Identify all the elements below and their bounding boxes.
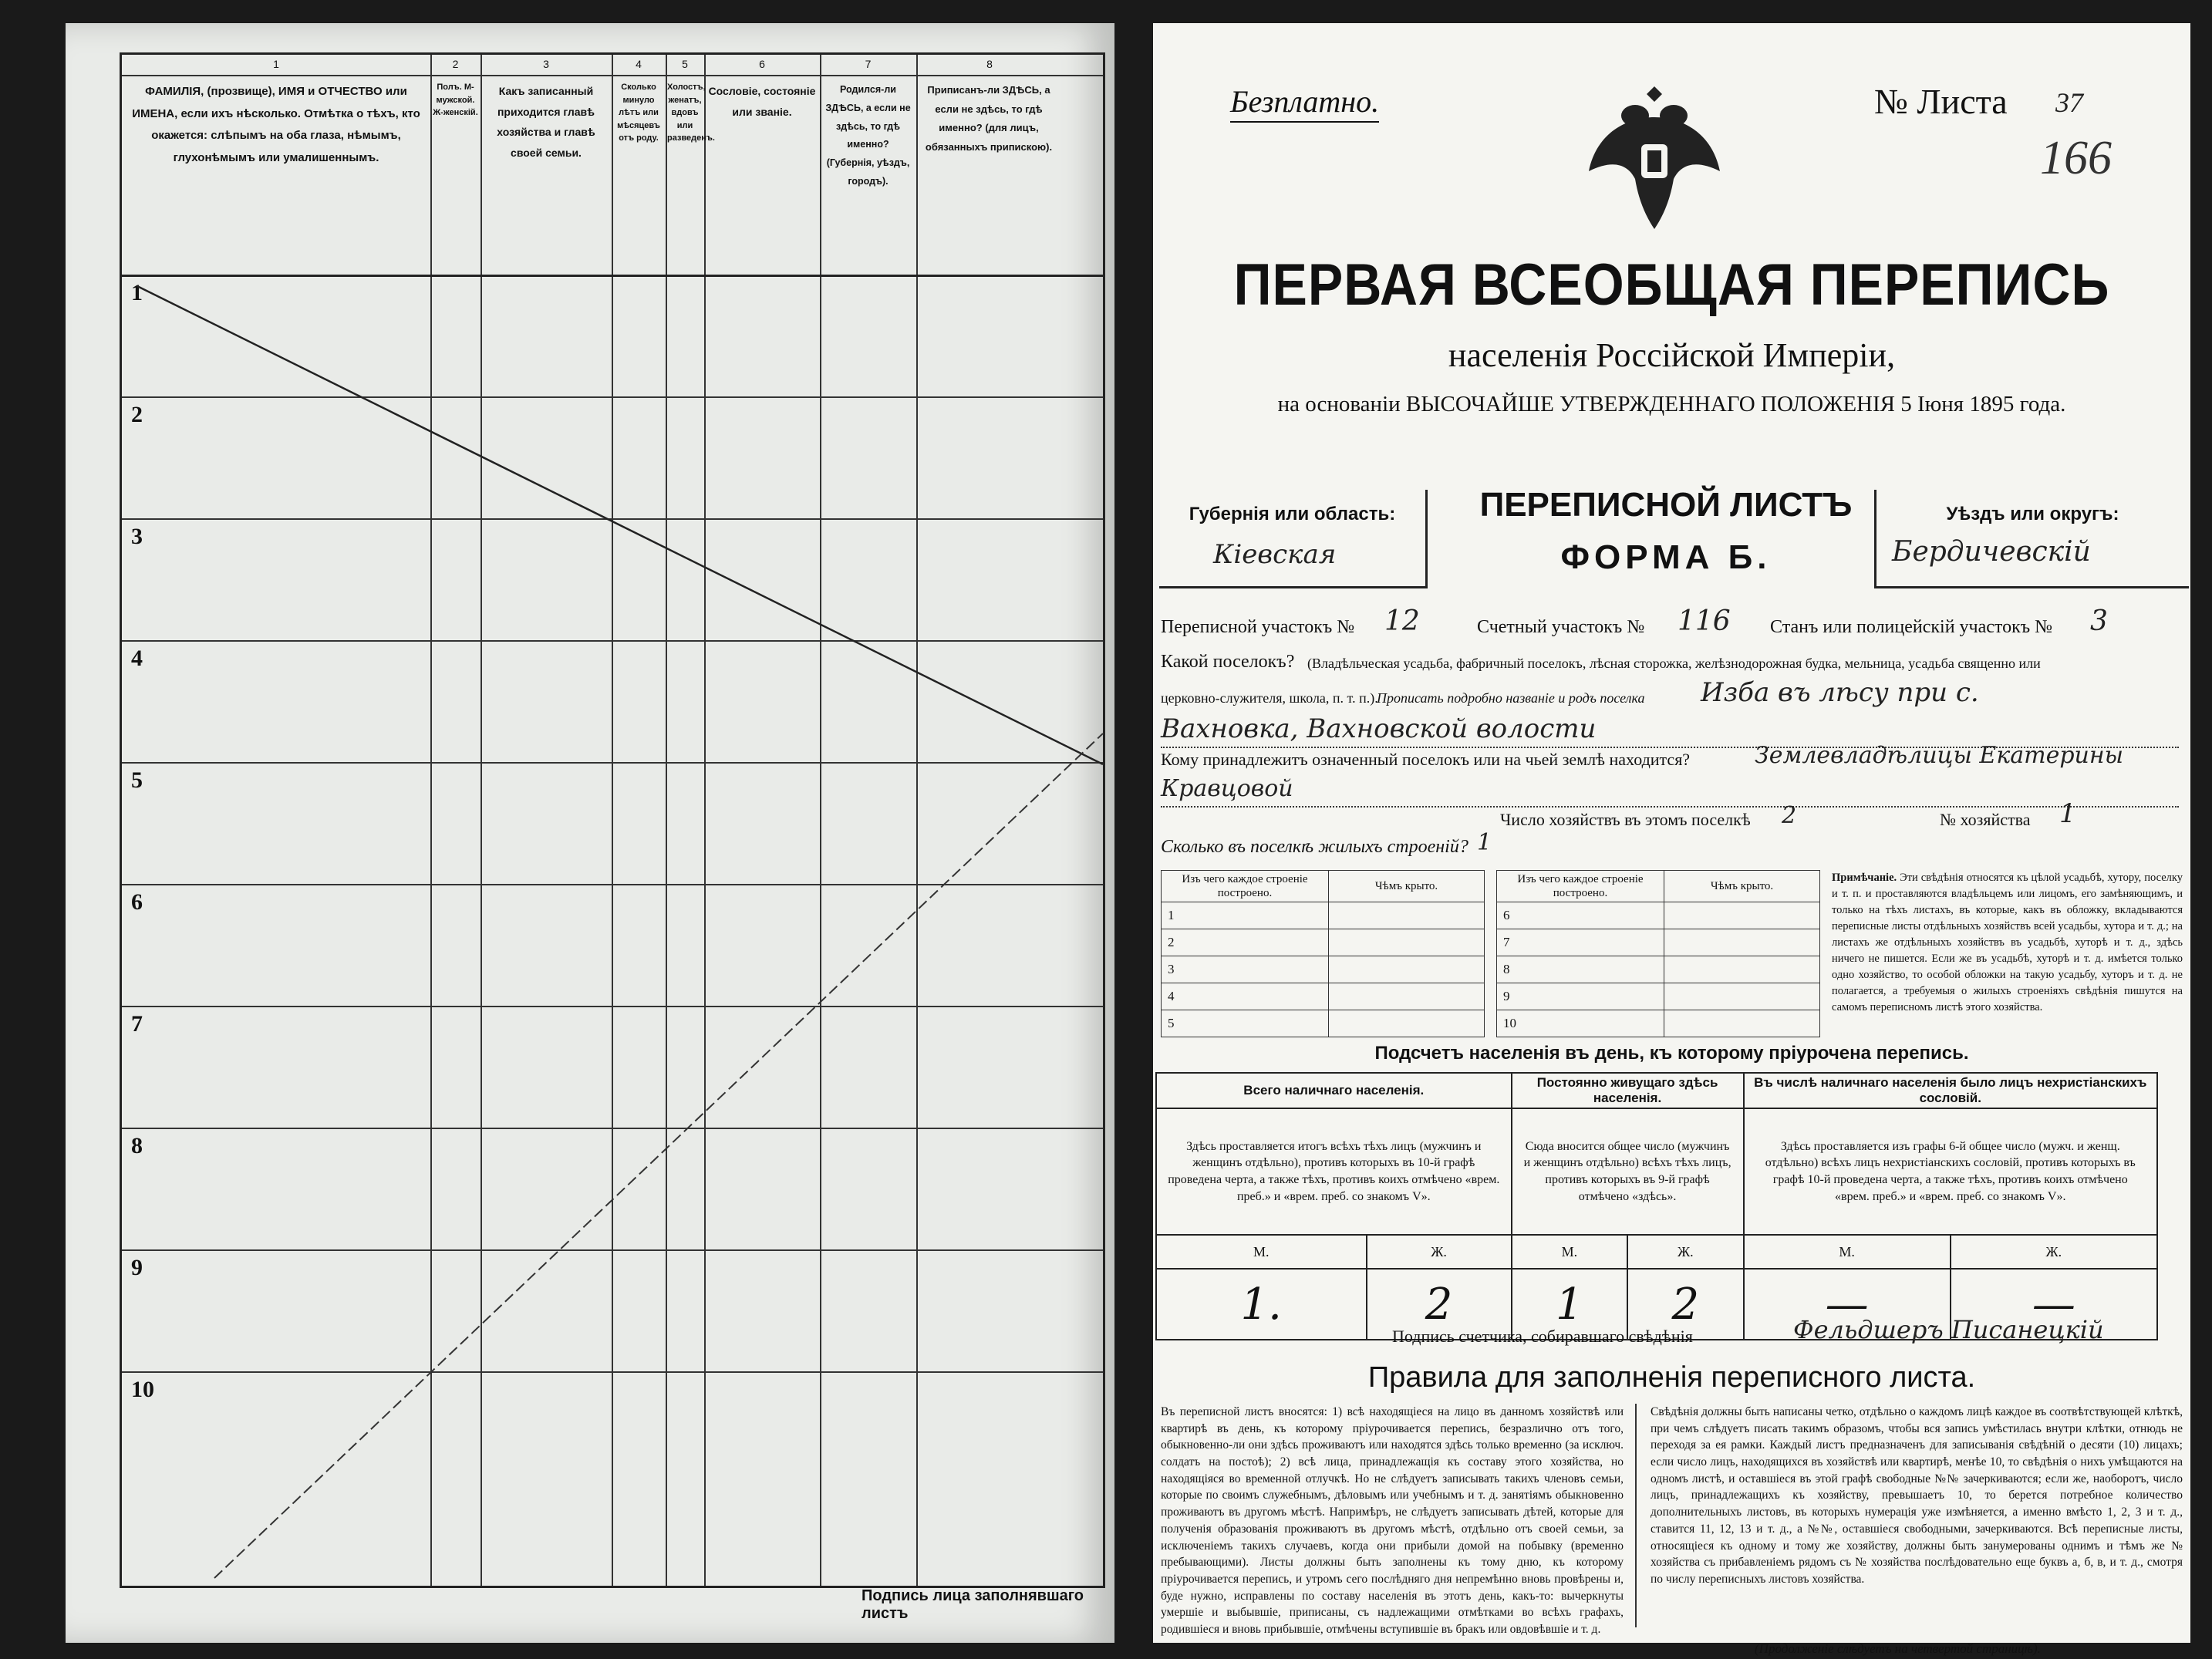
row-number: 9 — [131, 1255, 143, 1280]
column-header-name: ФАМИЛІЯ, (прозвище), ИМЯ и ОТЧЕСТВО или ИМЕНА, если ихъ нѣсколько. Отмѣтка о тѣхъ, кто окажется: слѣпымъ на оба глаза, нѣмымъ, глухонѣмымъ или умалишеннымъ. — [132, 85, 420, 164]
census-district-value: 12 — [1384, 605, 1420, 637]
row-number: 1 — [131, 280, 143, 305]
sex-label: Ж. — [1951, 1235, 2157, 1269]
rules-left-column: Въ переписной листъ вносятся: 1) всѣ находящіеся на лицо въ данномъ хозяйствѣ или квартирѣ въ день, къ которому пріурочивается перепись, безразлично отъ того, обыкновенно-ли они здѣсь проживаютъ или находятся здѣсь только временно (за исключ. солдатъ на постоѣ); 2) всѣ лица, принадлежащія къ составу этого хозяйства, но находящіяся во временной отлучкѣ. Но не слѣдуетъ записывать такихъ членовъ семьи, которые по своимъ служебнымъ, дѣловымъ или учебнымъ и т. д. занятіямъ обыкновенно проживаютъ въ другомъ мѣстѣ. Напримѣръ, не слѣдуетъ записывать дѣтей, которые для полученія образованія проживаютъ въ другомъ мѣстѣ, отдѣльно отъ своей семьи, за исключеніемъ такихъ случаевъ, когда они прибыли домой на побывку (временно пребывающими). Листы должны быть заполнены къ тому дню, къ которому пріурочивается перепись, и утромъ сего послѣдняго дня непремѣнно вновь провѣрены и, буде нужно, исправлены по составу населенія въ этотъ день, какъ-то: вычеркнуты умершіе и выбывшіе, приписаны, съ надлежащими отмѣтками во всѣхъ графахъ, родившіеся и вновь прибывшіе, отмѣчены вступившіе въ бракъ или овдовѣвшіе и т. д. — [1161, 1405, 1624, 1636]
buildings-row-number: 5 — [1162, 1010, 1329, 1037]
uezd-value: Бердичевскій — [1892, 536, 2091, 568]
count-value: 1 — [1512, 1269, 1627, 1340]
stan-label: Станъ или полицейскій участокъ № — [1770, 617, 2053, 637]
column-number-3: 3 — [543, 58, 549, 70]
settlement-hint-1: (Владѣльческая усадьба, фабричный поселокъ, лѣсная сторожка, желѣзнодорожная будка, мельница, усадьба священно или — [1307, 656, 2041, 671]
owner-value-1: Землевладѣлицы Екатерины — [1755, 742, 2124, 769]
counting-district-label: Счетный участокъ № — [1477, 617, 1645, 637]
main-title: ПЕРВАЯ ВСЕОБЩАЯ ПЕРЕПИСЬ — [1233, 251, 2110, 318]
population-count-table — [1155, 1072, 2158, 1340]
guberniya-value: Кіевская — [1213, 539, 1337, 570]
buildings-row-number: 3 — [1162, 956, 1329, 983]
column-number-7: 7 — [865, 58, 872, 70]
free-label: Безплатно. — [1230, 84, 1380, 119]
note-title: Примѣчаніе. — [1832, 872, 1897, 884]
note — [1832, 870, 2183, 1016]
settlement-hint-3: Прописать подробно названіе и родъ поселка — [1377, 690, 1645, 706]
count-header-permanent: Постоянно живущаго здѣсь населенія. — [1512, 1073, 1744, 1108]
settlement-label: Какой поселокъ? — [1161, 652, 1295, 672]
stan-value: 3 — [2090, 605, 2108, 637]
count-title: Подсчетъ населенія въ день, къ которому пріурочена перепись. — [1374, 1043, 1969, 1064]
buildings-header-roof: Чѣмъ крыто. — [1664, 871, 1820, 902]
buildings-row-number: 8 — [1497, 956, 1664, 983]
form-title: ПЕРЕПИСНОЙ ЛИСТЪ — [1479, 486, 1853, 524]
settlement-value-2: Вахновка, Вахновской волости — [1161, 713, 1597, 744]
row-number: 5 — [131, 767, 143, 793]
left-signature-label: Подпись лица заполнявшаго листъ — [862, 1587, 1084, 1622]
column-number-8: 8 — [986, 58, 993, 70]
count-description: Здѣсь проставляется изъ графы 6-й общее число (мужч. и женщ. отдѣльно) всѣхъ лицъ нехристіанскихъ сословій, противъ которыхъ въ графѣ 10-й проведена черта, а также тѣхъ, противъ коихъ отмѣчено «врем. преб.» и «врем. преб. со знакомъ V». — [1744, 1108, 2157, 1235]
count-header-present: Всего наличнаго населенія. — [1156, 1073, 1512, 1108]
buildings-row-number: 2 — [1162, 929, 1329, 956]
column-header-registration: Приписанъ-ли ЗДѢСЬ, а если не здѣсь, то гдѣ именно? (для лицъ, обязанныхъ припискою). — [925, 84, 1053, 153]
count-header-nonchristian: Въ числѣ наличнаго населенія было лицъ нехристіанскихъ сословій. — [1744, 1073, 2157, 1108]
households-label: Число хозяйствъ въ этомъ поселкѣ — [1500, 810, 1751, 829]
dwellings-value: 1 — [1477, 829, 1492, 856]
owner-value-2: Кравцовой — [1161, 775, 1293, 802]
column-header-birthplace: Родился-ли ЗДѢСЬ, а если не здѣсь, то гдѣ именно? (Губернія, уѣздъ, городъ). — [825, 84, 911, 187]
owner-label: Кому принадлежитъ означенный поселокъ или на чьей землѣ находится? — [1161, 750, 1691, 769]
count-description: Здѣсь проставляется итогъ всѣхъ тѣхъ лицъ (мужчинъ и женщинъ отдѣльно), противъ которыхъ въ 10-й графѣ проведена черта, а также тѣхъ, противъ коихъ отмѣчено «врем. преб.» и «врем. преб. со знакомъ V». — [1156, 1108, 1512, 1235]
sheet-number-label: № Листа — [1874, 82, 2008, 121]
buildings-row-number: 9 — [1497, 983, 1664, 1010]
count-value: — — [1744, 1269, 1951, 1340]
buildings-row-number: 4 — [1162, 983, 1329, 1010]
double-headed-eagle-icon — [1581, 71, 1728, 241]
buildings-row-number: 10 — [1497, 1010, 1664, 1037]
sheet-number-extra: 166 — [2040, 132, 2112, 184]
census-district-label: Переписной участокъ № — [1161, 617, 1355, 637]
guberniya-box — [1159, 490, 1428, 588]
signer-value: Фельдшеръ Писанецкій — [1793, 1315, 2104, 1344]
column-header-relation: Какъ записанный приходится главѣ хозяйства и главѣ своей семьи. — [497, 85, 595, 159]
guberniya-label: Губернія или область: — [1189, 504, 1396, 524]
column-header-marital: Холостъ, женатъ, вдовъ или разведенъ. — [667, 83, 715, 143]
settlement-value-1: Изба въ лѣсу при с. — [1701, 677, 1979, 708]
row-number: 4 — [131, 646, 143, 671]
basis-line: на основаніи ВЫСОЧАЙШЕ УТВЕРЖДЕННАГО ПОЛОЖЕНІЯ 5 Іюня 1895 года. — [1277, 392, 2066, 416]
uezd-box — [1874, 490, 2189, 588]
counting-district-value: 116 — [1678, 605, 1731, 637]
subtitle: населенія Россійской Имперіи, — [1448, 336, 1896, 374]
signer-label: Подпись счетчика, собиравшаго свѣдѣнія — [1392, 1327, 1693, 1346]
right-page — [1153, 23, 2190, 1656]
column-header-age: Сколько минуло лѣтъ или мѣсяцевъ отъ роду. — [617, 83, 660, 143]
count-value: 2 — [1627, 1269, 1743, 1340]
buildings-table-right — [1496, 870, 1820, 1037]
column-number-1: 1 — [273, 58, 279, 70]
sex-label: М. — [1156, 1235, 1367, 1269]
column-number-5: 5 — [682, 58, 688, 70]
sex-label: М. — [1744, 1235, 1951, 1269]
sex-label: Ж. — [1627, 1235, 1743, 1269]
note-text: Эти свѣдѣнія относятся къ цѣлой усадьбѣ, хутору, поселку и т. п. и проставляются владѣльцемъ или лицомъ, его замѣняющимъ, и только на тѣхъ листахъ, въ которые, какъ въ обложку, вкладываются переписные листы отдѣльныхъ хозяйствъ всей усадьбы, хутора и т. д.; на листахъ же отдѣльныхъ хозяйствъ въ усадьбѣ, хуторѣ и т. д., здѣсь ничего не пишется. Если же въ усадьбѣ, хуторѣ и т. д. имѣется только одно хозяйство, то особой обложки на такую усадьбу, хуторъ и т. д. не полагается, а требуемыя о жилыхъ строеніяхъ свѣдѣнія пишутся на самомъ переписномъ листѣ этого хозяйства. — [1832, 872, 2183, 1014]
row-number: 8 — [131, 1133, 143, 1158]
column-header-estate: Сословіе, состояніе или званіе. — [708, 85, 816, 118]
sheet-number-value: 37 — [2055, 87, 2083, 118]
row-number: 10 — [131, 1377, 154, 1402]
buildings-table-left — [1161, 870, 1485, 1037]
row-number: 2 — [131, 402, 143, 427]
rules-continued: (Продолженіе слѣдуетъ на четвертой страницѣ). — [1755, 1641, 2041, 1656]
buildings-header-material: Изъ чего каждое строеніе построено. — [1162, 871, 1329, 902]
household-number-value: 1 — [2059, 798, 2076, 829]
left-page — [66, 23, 1114, 1643]
strike-through-marks — [122, 55, 1103, 1586]
count-value: 2 — [1367, 1269, 1512, 1340]
column-number-2: 2 — [452, 58, 459, 70]
column-number-4: 4 — [636, 58, 642, 70]
settlement-hint-2: церковно-служителя, школа, п. т. п.). — [1161, 690, 1378, 706]
column-header-sex: Полъ. М-мужской. Ж-женскій. — [433, 83, 478, 117]
dwellings-label: Сколько въ поселкѣ жилыхъ строеній? — [1161, 837, 1468, 857]
row-number: 7 — [131, 1011, 143, 1037]
buildings-row-number: 7 — [1497, 929, 1664, 956]
row-number: 3 — [131, 524, 143, 549]
household-number-label: № хозяйства — [1940, 810, 2031, 829]
count-value: — — [1951, 1269, 2157, 1340]
rules-title: Правила для заполненія переписного листа. — [1367, 1361, 1976, 1394]
form-subtitle: ФОРМА Б. — [1560, 538, 1772, 576]
count-value: 1. — [1156, 1269, 1367, 1340]
households-value: 2 — [1782, 802, 1797, 829]
person-table — [120, 52, 1105, 1588]
count-description: Сюда вносится общее число (мужчинъ и женщинъ отдѣльно) всѣхъ тѣхъ лицъ, противъ которыхъ въ 9-й графѣ отмѣчено «здѣсь». — [1512, 1108, 1744, 1235]
buildings-row-number: 1 — [1162, 902, 1329, 929]
row-number: 6 — [131, 889, 143, 915]
sex-label: Ж. — [1367, 1235, 1512, 1269]
buildings-row-number: 6 — [1497, 902, 1664, 929]
rules-right-column: Свѣдѣнія должны быть написаны четко, отдѣльно о каждомъ лицѣ каждое въ соотвѣтствующей клѣткѣ, при чемъ слѣдуетъ писать такимъ образомъ, чтобы вся запись умѣстилась внутри клѣтки, отнюдь не переходя за ея рамки. Каждый листъ предназначенъ для записыванія свѣдѣній о десяти (10) лицахъ; если число лицъ, находящихся въ хозяйствѣ или квартирѣ, менѣе 10, то свѣдѣнія о нихъ умѣщаются на одномъ листѣ, и оставшіеся въ этой графѣ свободные №№ зачеркиваются; если же, наоборотъ, число лицъ, принадлежащихъ къ хозяйству, превышаетъ 10, то берется потребное количество дополнительныхъ листовъ, въ которыхъ нумерація уже измѣняется, а именно вмѣсто 1, 2, 3 и т. д., ставится 11, 12, 13 и т. д., а №№, оставшіеся свободными, зачеркиваются. Всѣ переписные листы, относящіеся къ одному и тому же хозяйству, должны быть занумерованы однимъ и тѣмъ же № хозяйства съ прибавленіемъ рядомъ съ № хозяйства послѣдовательно еще буквъ а, б, в, и т. д., смотря по числу переписныхъ листовъ хозяйства. — [1651, 1405, 2183, 1586]
buildings-header-material: Изъ чего каждое строеніе построено. — [1497, 871, 1664, 902]
sex-label: М. — [1512, 1235, 1627, 1269]
buildings-header-roof: Чѣмъ крыто. — [1329, 871, 1485, 902]
column-number-6: 6 — [759, 58, 765, 70]
uezd-label: Уѣздъ или округъ: — [1946, 504, 2119, 524]
